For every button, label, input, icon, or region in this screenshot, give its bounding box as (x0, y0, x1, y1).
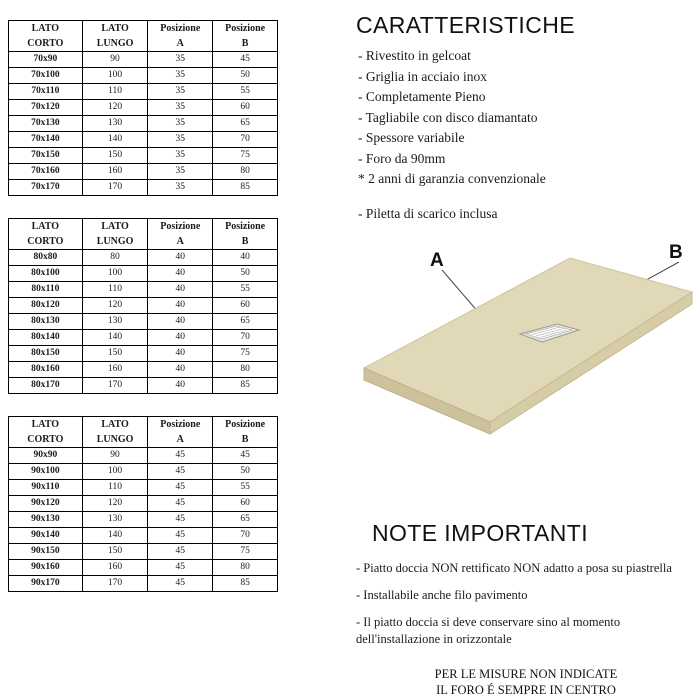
cell-lato-lungo: 160 (82, 164, 148, 180)
table-row (9, 512, 278, 528)
table-row (9, 576, 278, 592)
cell-lato-corto: 80x140 (9, 330, 83, 346)
cell-lato-lungo: 140 (82, 132, 148, 148)
column-header-lato-corto (9, 21, 83, 52)
header-line-2: LUNGO (96, 236, 134, 247)
table-row (9, 298, 278, 314)
cell-pos-a: 40 (148, 362, 213, 378)
cell-lato-lungo: 170 (82, 180, 148, 196)
footer-note (352, 666, 700, 698)
cell-lato-lungo: 90 (82, 52, 148, 68)
header-line-1: LATO (31, 221, 60, 232)
cell-pos-b: 55 (213, 282, 278, 298)
table-row (9, 180, 278, 196)
table-row (9, 84, 278, 100)
cell-lato-corto: 90x100 (9, 464, 83, 480)
cell-lato-lungo: 110 (82, 480, 148, 496)
size-table-80 (8, 218, 278, 394)
cell-pos-a: 40 (148, 282, 213, 298)
cell-pos-a: 45 (148, 480, 213, 496)
list-item: - Installabile anche filo pavimento (356, 588, 528, 602)
cell-pos-b: 75 (213, 148, 278, 164)
cell-pos-a: 40 (148, 250, 213, 266)
cell-lato-corto: 80x100 (9, 266, 83, 282)
cell-lato-lungo: 100 (82, 464, 148, 480)
cell-lato-corto: 90x140 (9, 528, 83, 544)
cell-pos-a: 45 (148, 560, 213, 576)
table-row (9, 68, 278, 84)
cell-pos-b: 55 (213, 84, 278, 100)
cell-lato-lungo: 170 (82, 378, 148, 394)
table-row (9, 378, 278, 394)
header-line-1: Posizione (160, 221, 201, 232)
cell-pos-a: 35 (148, 132, 213, 148)
header-line-1: LATO (101, 221, 129, 232)
shower-tray-illustration (352, 230, 700, 470)
table-header-row (9, 21, 278, 52)
cell-lato-corto: 80x130 (9, 314, 83, 330)
cell-lato-corto: 90x120 (9, 496, 83, 512)
cell-pos-b: 70 (213, 132, 278, 148)
cell-lato-corto: 80x160 (9, 362, 83, 378)
header-line-2: LUNGO (96, 434, 134, 445)
cell-pos-b: 55 (213, 480, 278, 496)
cell-pos-a: 45 (148, 576, 213, 592)
table-row (9, 52, 278, 68)
cell-lato-corto: 80x110 (9, 282, 83, 298)
header-line-2: CORTO (27, 236, 64, 247)
cell-pos-a: 40 (148, 266, 213, 282)
cell-lato-lungo: 100 (82, 266, 148, 282)
cell-pos-a: 40 (148, 314, 213, 330)
column-header-posizione-a (148, 21, 213, 52)
cell-pos-b: 65 (213, 116, 278, 132)
cell-lato-lungo: 110 (82, 84, 148, 100)
table-row (9, 116, 278, 132)
table-header-row (9, 417, 278, 448)
footer-note-line-2: IL FORO É SEMPRE IN CENTRO (436, 683, 616, 697)
size-table-90 (8, 416, 278, 592)
cell-pos-b: 80 (213, 362, 278, 378)
header-line-2: A (176, 236, 184, 247)
table-row (9, 266, 278, 282)
shower-tray-diagram (352, 230, 700, 470)
cell-lato-lungo: 140 (82, 528, 148, 544)
label-b: B (669, 242, 683, 263)
cell-pos-b: 60 (213, 298, 278, 314)
column-header-posizione-a (148, 417, 213, 448)
header-line-2: B (241, 236, 249, 247)
cell-lato-lungo: 100 (82, 68, 148, 84)
table-header-row (9, 219, 278, 250)
cell-pos-b: 85 (213, 576, 278, 592)
cell-lato-corto: 90x110 (9, 480, 83, 496)
cell-pos-a: 45 (148, 464, 213, 480)
cell-pos-a: 45 (148, 496, 213, 512)
cell-lato-lungo: 150 (82, 544, 148, 560)
cell-pos-b: 45 (213, 448, 278, 464)
cell-lato-lungo: 130 (82, 512, 148, 528)
header-line-2: B (241, 38, 249, 49)
cell-lato-corto: 90x160 (9, 560, 83, 576)
cell-pos-b: 50 (213, 266, 278, 282)
note-importanti-heading: NOTE IMPORTANTI (372, 520, 588, 546)
table-row (9, 448, 278, 464)
list-item: - Il piatto doccia si deve conservare sino al momento dell'installazione in orizzontale (356, 615, 621, 646)
cell-lato-corto: 70x150 (9, 148, 83, 164)
label-a: A (430, 250, 444, 271)
list-item: - Completamente Pieno (358, 89, 486, 104)
column-header-posizione-b (213, 417, 278, 448)
caratteristiche-heading: CARATTERISTICHE (356, 12, 575, 38)
table-body (9, 52, 278, 196)
table-row (9, 528, 278, 544)
cell-lato-lungo: 80 (82, 250, 148, 266)
table-row (9, 148, 278, 164)
header-line-1: LATO (31, 23, 60, 34)
list-item: - Foro da 90mm (358, 150, 446, 166)
cell-lato-corto: 70x110 (9, 84, 83, 100)
column-header-lato-lungo (82, 21, 148, 52)
cell-pos-a: 35 (148, 116, 213, 132)
table-row (9, 100, 278, 116)
header-line-1: Posizione (225, 221, 266, 232)
cell-lato-corto: 70x130 (9, 116, 83, 132)
table-body (9, 448, 278, 592)
cell-pos-b: 75 (213, 544, 278, 560)
column-header-lato-corto (9, 417, 83, 448)
cell-pos-a: 35 (148, 148, 213, 164)
table-row (9, 496, 278, 512)
header-line-1: Posizione (225, 23, 266, 34)
cell-lato-corto: 70x100 (9, 68, 83, 84)
cell-pos-b: 50 (213, 68, 278, 84)
header-line-1: LATO (101, 419, 129, 430)
header-line-2: LUNGO (96, 38, 134, 49)
cell-lato-corto: 90x130 (9, 512, 83, 528)
cell-lato-corto: 80x80 (9, 250, 83, 266)
cell-lato-lungo: 150 (82, 148, 148, 164)
table-row (9, 330, 278, 346)
cell-lato-lungo: 160 (82, 560, 148, 576)
cell-pos-b: 85 (213, 378, 278, 394)
cell-pos-a: 45 (148, 512, 213, 528)
header-line-2: B (241, 434, 249, 445)
cell-pos-b: 80 (213, 560, 278, 576)
cell-lato-corto: 90x150 (9, 544, 83, 560)
cell-pos-b: 40 (213, 250, 278, 266)
cell-pos-a: 35 (148, 84, 213, 100)
table-row (9, 250, 278, 266)
cell-lato-corto: 70x170 (9, 180, 83, 196)
header-line-1: Posizione (225, 419, 266, 430)
cell-lato-lungo: 90 (82, 448, 148, 464)
header-line-2: A (176, 38, 184, 49)
header-line-1: LATO (31, 419, 60, 430)
cell-lato-corto: 80x150 (9, 346, 83, 362)
caratteristiche-list (358, 46, 698, 224)
table-row (9, 480, 278, 496)
column-header-posizione-b (213, 21, 278, 52)
cell-lato-lungo: 150 (82, 346, 148, 362)
cell-pos-b: 80 (213, 164, 278, 180)
cell-pos-a: 35 (148, 52, 213, 68)
cell-pos-b: 50 (213, 464, 278, 480)
header-line-1: Posizione (160, 23, 201, 34)
cell-pos-b: 60 (213, 100, 278, 116)
cell-lato-lungo: 120 (82, 496, 148, 512)
cell-pos-a: 35 (148, 100, 213, 116)
table-row (9, 132, 278, 148)
list-item: - Piatto doccia NON rettificato NON adatto a posa su piastrella (356, 561, 672, 575)
cell-pos-b: 70 (213, 528, 278, 544)
cell-pos-a: 40 (148, 378, 213, 394)
cell-lato-corto: 90x90 (9, 448, 83, 464)
list-item: - Spessore variabile (358, 130, 465, 145)
header-line-2: CORTO (27, 38, 64, 49)
cell-lato-corto: 80x170 (9, 378, 83, 394)
cell-pos-b: 75 (213, 346, 278, 362)
table-row (9, 362, 278, 378)
table-row (9, 346, 278, 362)
cell-pos-b: 60 (213, 496, 278, 512)
header-line-1: Posizione (160, 419, 201, 430)
cell-lato-corto: 70x160 (9, 164, 83, 180)
cell-lato-lungo: 130 (82, 116, 148, 132)
column-header-posizione-b (213, 219, 278, 250)
cell-pos-a: 45 (148, 448, 213, 464)
table-row (9, 464, 278, 480)
column-header-lato-lungo (82, 417, 148, 448)
cell-lato-lungo: 160 (82, 362, 148, 378)
cell-pos-b: 65 (213, 512, 278, 528)
table-row (9, 164, 278, 180)
table-row (9, 314, 278, 330)
header-line-1: LATO (101, 23, 129, 34)
cell-lato-lungo: 120 (82, 298, 148, 314)
cell-pos-a: 40 (148, 346, 213, 362)
cell-lato-corto: 80x120 (9, 298, 83, 314)
cell-pos-a: 40 (148, 298, 213, 314)
table-row (9, 544, 278, 560)
cell-pos-b: 45 (213, 52, 278, 68)
list-item: - Rivestito in gelcoat (358, 48, 471, 63)
cell-pos-b: 85 (213, 180, 278, 196)
table-row (9, 282, 278, 298)
cell-lato-lungo: 140 (82, 330, 148, 346)
list-item: - Tagliabile con disco diamantato (358, 109, 538, 125)
footer-note-line-1: PER LE MISURE NON INDICATE (434, 667, 618, 681)
cell-lato-lungo: 170 (82, 576, 148, 592)
cell-lato-lungo: 120 (82, 100, 148, 116)
cell-pos-a: 35 (148, 164, 213, 180)
list-item: * 2 anni di garanzia convenzionale (358, 171, 546, 186)
cell-lato-corto: 70x90 (9, 52, 83, 68)
column-header-posizione-a (148, 219, 213, 250)
size-table-70 (8, 20, 278, 196)
cell-pos-a: 40 (148, 330, 213, 346)
cell-pos-a: 35 (148, 68, 213, 84)
header-line-2: A (176, 434, 184, 445)
header-line-2: CORTO (27, 434, 64, 445)
size-tables-column (8, 20, 288, 614)
cell-lato-lungo: 110 (82, 282, 148, 298)
info-column (352, 0, 700, 700)
cell-lato-lungo: 130 (82, 314, 148, 330)
column-header-lato-corto (9, 219, 83, 250)
cell-pos-a: 45 (148, 528, 213, 544)
column-header-lato-lungo (82, 219, 148, 250)
cell-lato-corto: 70x120 (9, 100, 83, 116)
list-item: - Griglia in acciaio inox (358, 68, 487, 84)
list-item: - Piletta di scarico inclusa (358, 205, 498, 221)
cell-pos-a: 45 (148, 544, 213, 560)
note-importanti-list (356, 560, 700, 658)
table-row (9, 560, 278, 576)
cell-pos-b: 65 (213, 314, 278, 330)
cell-pos-a: 35 (148, 180, 213, 196)
cell-pos-b: 70 (213, 330, 278, 346)
cell-lato-corto: 70x140 (9, 132, 83, 148)
table-body (9, 250, 278, 394)
cell-lato-corto: 90x170 (9, 576, 83, 592)
